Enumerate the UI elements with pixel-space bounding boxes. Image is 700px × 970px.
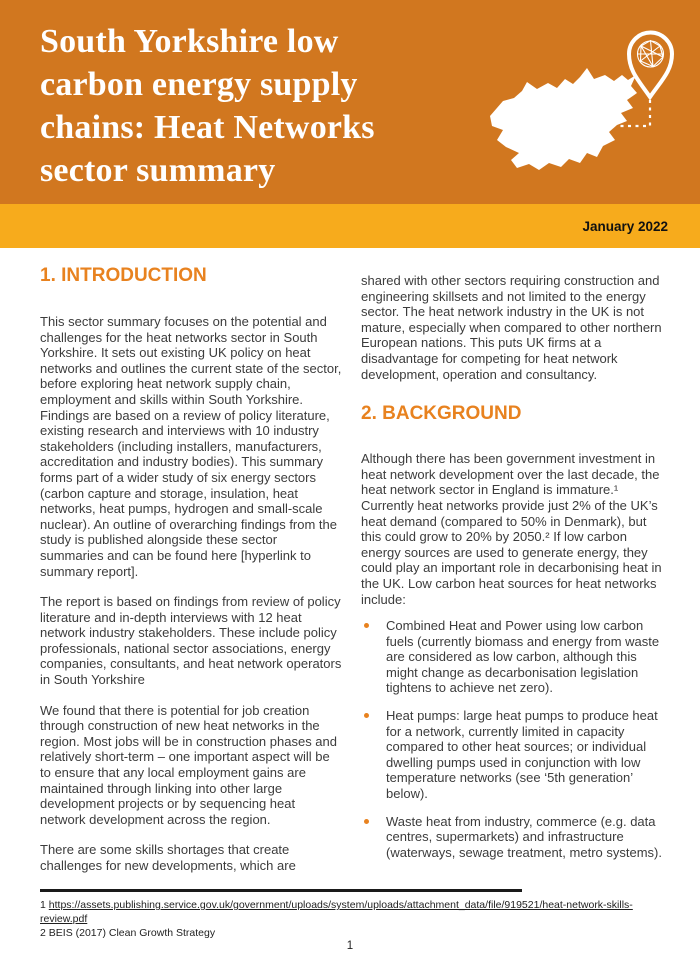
title-line-3: chains: Heat Networks	[40, 109, 375, 146]
introduction-heading: 1. INTRODUCTION	[40, 265, 207, 286]
south-yorkshire-map-silhouette	[490, 68, 637, 170]
body-content	[0, 248, 700, 889]
title-line-2: carbon energy supply	[40, 66, 358, 103]
list-item-chp: Combined Heat and Power using low carbon fuels (currently biomass and energy from waste are considered as low carbon, although this might change as decarbonisation legislation tightens to achieve net zero).	[361, 618, 665, 696]
list-item-heat-pumps: Heat pumps: large heat pumps to produce heat for a network, currently limited in capacity compared to other heat sources; or individual dwelling pumps used in conjunction with low temperature networks (see ‘5th generation’ below).	[361, 708, 665, 802]
publication-date: January 2022	[582, 218, 668, 234]
title-line-4: sector summary	[40, 152, 276, 189]
footnote-1	[40, 898, 665, 926]
network-globe-icon	[638, 41, 664, 68]
date-bar	[0, 204, 700, 248]
footnote-divider	[40, 889, 522, 892]
right-column	[361, 248, 665, 889]
footnote-1-marker: 1	[40, 899, 46, 911]
footnote-section	[40, 889, 665, 940]
heat-source-list	[361, 618, 665, 860]
left-column	[40, 248, 344, 889]
south-yorkshire-map-graphic	[470, 18, 700, 200]
footnote-2-marker: 2	[40, 927, 46, 939]
background-heading: 2. BACKGROUND	[361, 403, 522, 425]
intro-continuation-paragraph: shared with other sectors requiring construction and engineering skillsets and not limited to the energy sector. The heat network industry in the UK is not mature, especially when compared to other northern European nations. This puts UK firms at a disadvantage for competing for heat network development, operation and consultancy.	[361, 273, 662, 382]
intro-paragraph-2: The report is based on findings from review of policy literature and in-depth interviews with 12 heat network industry stakeholders. These include policy professionals, national sector associations, energy companies, consultants, and heat network operators in South Yorkshire	[40, 594, 342, 688]
footnote-1-link[interactable]: https://assets.publishing.service.gov.uk/government/uploads/system/uploads/attachment_data/file/919521/heat-network-skills-review.pdf	[40, 899, 633, 925]
title-line-1: South Yorkshire low	[40, 23, 339, 60]
list-item-waste-heat: Waste heat from industry, commerce (e.g. data centres, supermarkets) and infrastructure (waterways, sewage treatment, metro systems).	[361, 814, 665, 861]
page-number: 1	[346, 940, 354, 952]
intro-paragraph-1: This sector summary focuses on the potential and challenges for the heat networks sector in South Yorkshire. It sets out existing UK policy on heat networks and outlines the current state of the sector, before exploring heat network supply chain, employment and skills within South Yorkshire. Findings are based on a review of policy literature, existing research and interviews with 10 industry stakeholders (including installers, manufacturers, accreditation and industry bodies). This summary forms part of a wider study of six energy sectors (carbon capture and storage, insulation, heat networks, heat pumps, hydrogen and small-scale nuclear). An outline of overarching findings from the study is published alongside these sector summaries and can be found here [hyperlink to summary report].	[40, 314, 342, 579]
document-title	[40, 20, 375, 192]
intro-paragraph-3: We found that there is potential for job creation through construction of new heat networks in the region. Most jobs will be in construction phases and relatively short-term – one important aspect will be to ensure that any local employment gains are maintained through linking into other large development projects or by sequencing heat network development across the region.	[40, 702, 337, 827]
header-banner	[0, 0, 700, 204]
footnote-2-text: BEIS (2017) Clean Growth Strategy	[48, 927, 216, 939]
intro-paragraph-4: There are some skills shortages that create challenges for new developments, which are	[40, 842, 296, 873]
footnote-2	[40, 926, 665, 940]
background-paragraph: Although there has been government investment in heat network development over the last decade, the heat network sector in England is immature.¹ Currently heat networks provide just 2% of the UK’s heat demand (compared to 50% in Denmark), but this could grow to 20% by 2050.² If low carbon energy sources are used to generate energy, they could play an important role in decarbonising heat in the UK. Low carbon heat sources for heat networks include:	[361, 451, 662, 607]
